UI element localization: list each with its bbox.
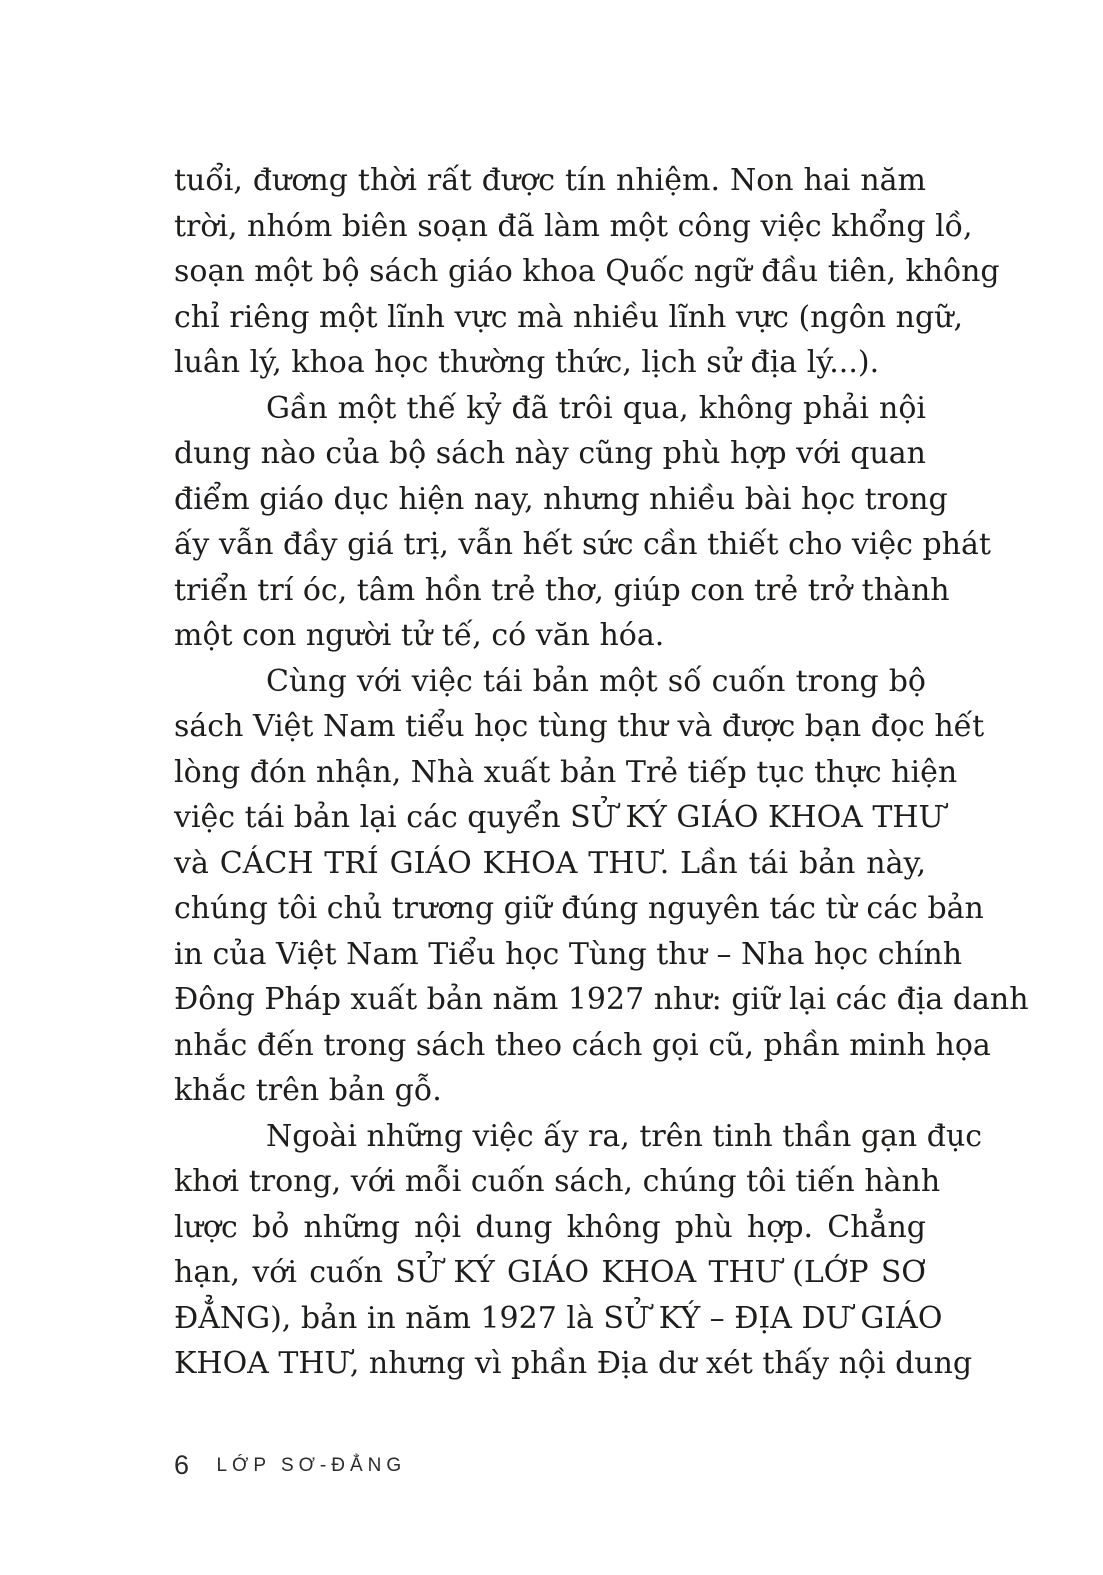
text-line: dung nào của bộ sách này cũng phù hợp với quan bbox=[174, 436, 926, 471]
text-line: KHOA THƯ, nhưng vì phần Địa dư xét thấy nội dung bbox=[174, 1346, 973, 1381]
text-line: hạn, với cuốn SỬ KÝ GIÁO KHOA THƯ (LỚP SƠ bbox=[174, 1255, 926, 1290]
body-text bbox=[174, 158, 1029, 1387]
text-line: điểm giáo dục hiện nay, nhưng nhiều bài học trong bbox=[174, 481, 948, 517]
text-line: trời, nhóm biên soạn đã làm một công việc khổng lồ, bbox=[174, 208, 973, 244]
text-line: một con người tử tế, có văn hóa. bbox=[174, 618, 665, 653]
paragraph-first-line: Gần một thế kỷ đã trôi qua, không phải nội bbox=[266, 390, 926, 426]
text-line: chúng tôi chủ trương giữ đúng nguyên tác từ các bản bbox=[174, 891, 984, 926]
running-title: LỚP SƠ-ĐẲNG bbox=[216, 1455, 407, 1476]
text-line: in của Việt Nam Tiểu học Tùng thư – Nha học chính bbox=[174, 936, 963, 972]
text-line: ấy vẫn đầy giá trị, vẫn hết sức cần thiết cho việc phát bbox=[174, 527, 991, 562]
text-line: khơi trong, với mỗi cuốn sách, chúng tôi tiến hành bbox=[174, 1164, 941, 1199]
text-line: Đông Pháp xuất bản năm 1927 như: giữ lại các địa danh bbox=[174, 982, 1029, 1017]
paragraph-first-line: Cùng với việc tái bản một số cuốn trong bộ bbox=[266, 663, 926, 699]
text-line: triển trí óc, tâm hồn trẻ thơ, giúp con trẻ trở thành bbox=[174, 572, 950, 608]
text-line: ĐẲNG), bản in năm 1927 là SỬ KÝ – ĐỊA DƯ GIÁO bbox=[174, 1300, 943, 1336]
text-line: việc tái bản lại các quyển SỬ KÝ GIÁO KHOA THƯ bbox=[174, 800, 944, 835]
paragraph-first-line: Ngoài những việc ấy ra, trên tinh thần gạn đục bbox=[266, 1118, 983, 1154]
text-line: tuổi, đương thời rất được tín nhiệm. Non hai năm bbox=[174, 163, 926, 198]
text-line: và CÁCH TRÍ GIÁO KHOA THƯ. Lần tái bản này, bbox=[174, 845, 926, 881]
text-line: soạn một bộ sách giáo khoa Quốc ngữ đầu tiên, không bbox=[174, 254, 1000, 289]
text-line: lòng đón nhận, Nhà xuất bản Trẻ tiếp tục thực hiện bbox=[174, 754, 958, 790]
page-number: 6 bbox=[174, 1450, 191, 1480]
text-line: chỉ riêng một lĩnh vực mà nhiều lĩnh vực (ngôn ngữ, bbox=[174, 299, 964, 335]
text-line: sách Việt Nam tiểu học tùng thư và được bạn đọc hết bbox=[174, 709, 985, 744]
text-line: lược bỏ những nội dung không phù hợp. Chẳng bbox=[174, 1209, 926, 1245]
text-line: khắc trên bản gỗ. bbox=[174, 1073, 442, 1108]
page-footer bbox=[174, 1450, 406, 1481]
text-line: luân lý, khoa học thường thức, lịch sử địa lý...). bbox=[174, 345, 880, 380]
text-line: nhắc đến trong sách theo cách gọi cũ, phần minh họa bbox=[174, 1027, 991, 1063]
